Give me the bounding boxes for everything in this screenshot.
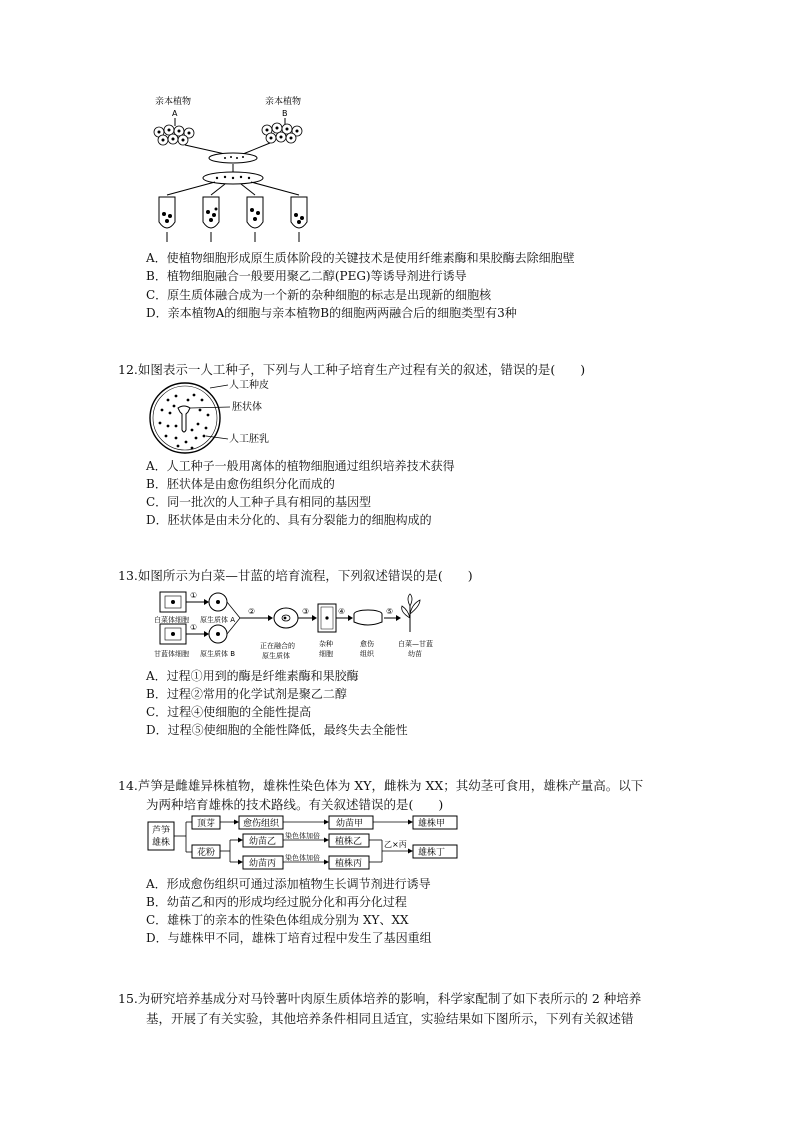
q13-option-c: C．过程④使细胞的全能性提高 (146, 705, 312, 719)
fusing-label: 正在融合的 (260, 642, 295, 650)
seedling-yi-label: 幼苗乙 (249, 837, 277, 847)
protoplast-fusion-diagram (145, 92, 345, 247)
cabbage-cell-label: 白菜体细胞 (154, 616, 189, 624)
label-artificial-endosperm: 人工胚乳 (229, 434, 269, 445)
q14-stem-line-1: 14.芦笋是雌雄异株植物，雄株性染色体为 XY，雌株为 XX；其幼茎可食用，雄株产量高。以下 (118, 778, 644, 793)
q13-option-d: D．过程⑤使细胞的全能性降低，最终失去全能性 (146, 723, 408, 737)
seedling-label: 白菜—甘蓝 (398, 640, 433, 648)
step-5: ⑤ (386, 607, 394, 616)
protoplast-a-label: 原生质体 A (200, 616, 236, 624)
parent-a-label: 亲本植物 (155, 97, 192, 107)
bud-label: 顶芽 (197, 819, 216, 829)
q11-figure (145, 92, 345, 247)
q11-option-d: D．亲本植物A的细胞与亲本植物B的细胞两两融合后的细胞类型有3种 (146, 306, 517, 320)
cross-label: 乙×丙 (384, 840, 407, 849)
q14-stem-line-2: 为两种培育雄株的技术路线。有关叙述错误的是( ) (146, 797, 444, 812)
q11-option-b: B．植物细胞融合一般要用聚乙二醇(PEG)等诱导剂进行诱导 (146, 269, 467, 283)
q14-option-d: D．与雄株甲不同，雄株丁培育过程中发生了基因重组 (146, 931, 432, 945)
parent-a-letter: A (172, 109, 178, 118)
step-1-bottom: ① (190, 623, 198, 632)
q13-figure (152, 588, 442, 666)
double-label-2: 染色体加倍 (285, 854, 320, 862)
fusing-label-2: 原生质体 (262, 652, 290, 660)
double-label-1: 染色体加倍 (285, 832, 320, 840)
q14-figure (146, 814, 466, 870)
q12-stem: 12.如图表示一人工种子，下列与人工种子培育生产过程有关的叙述，错误的是( ) (118, 362, 586, 377)
male-jia-label: 雄株甲 (418, 819, 446, 829)
label-embryoid: 胚状体 (232, 402, 262, 413)
plant-yi-label: 植株乙 (335, 837, 363, 847)
protoplast-b-label: 原生质体 B (200, 650, 236, 658)
male-ding-label: 雄株丁 (418, 848, 446, 858)
plant-bing-label: 植株丙 (335, 859, 363, 869)
artificial-seed-diagram (148, 378, 288, 458)
q15-stem-line-1: 15.为研究培养基成分对马铃薯叶肉原生质体培养的影响，科学家配制了如下表所示的 2 种培养 (118, 991, 642, 1006)
cabbage-kale-flow-diagram (152, 588, 442, 666)
q12-option-b: B．胚状体是由愈伤组织分化而成的 (146, 477, 335, 491)
hybrid-label: 杂种 (319, 640, 333, 648)
q15-stem-line-2: 基，开展了有关实验，其他培养条件相同且适宜，实验结果如下图所示，下列有关叙述错 (146, 1011, 634, 1026)
asparagus-breeding-flow (146, 814, 466, 870)
step-1-top: ① (190, 591, 198, 600)
q12-option-d: D．胚状体是由未分化的、具有分裂能力的细胞构成的 (146, 513, 432, 527)
hybrid-label-2: 细胞 (319, 650, 333, 658)
q12-option-c: C．同一批次的人工种子具有相同的基因型 (146, 495, 372, 509)
q14-option-b: B．幼苗乙和丙的形成均经过脱分化和再分化过程 (146, 895, 407, 909)
q13-option-b: B．过程②常用的化学试剂是聚乙二醇 (146, 687, 347, 701)
step-4: ④ (338, 607, 346, 616)
source-label-2: 雄株 (152, 838, 171, 848)
pollen-label: 花粉 (197, 848, 216, 858)
q14-option-c: C．雄株丁的亲本的性染色体组成分别为 XY、XX (146, 913, 409, 927)
step-2: ② (248, 607, 256, 616)
step-3: ③ (302, 607, 310, 616)
q11-option-c: C．原生质体融合成为一个新的杂种细胞的标志是出现新的细胞核 (146, 288, 492, 302)
callus-label: 愈伤组织 (243, 819, 280, 829)
seedling-label-2: 幼苗 (408, 650, 422, 658)
seedling-bing-label: 幼苗丙 (249, 859, 277, 869)
kale-cell-label: 甘蓝体细胞 (154, 650, 189, 658)
q11-option-a: A．使植物细胞形成原生质体阶段的关键技术是使用纤维素酶和果胶酶去除细胞壁 (146, 251, 575, 265)
q14-option-a: A．形成愈伤组织可通过添加植物生长调节剂进行诱导 (146, 877, 431, 891)
q13-stem: 13.如图所示为白菜—甘蓝的培育流程，下列叙述错误的是( ) (118, 568, 473, 583)
parent-b-label: 亲本植物 (265, 97, 302, 107)
label-artificial-seed-coat: 人工种皮 (229, 380, 269, 391)
source-label-1: 芦笋 (152, 826, 171, 836)
q12-option-a: A．人工种子一般用离体的植物细胞通过组织培养技术获得 (146, 459, 455, 473)
callus-label: 愈伤 (360, 640, 374, 648)
parent-b-letter: B (282, 109, 288, 118)
seedling-jia-label: 幼苗甲 (336, 819, 364, 829)
q12-figure (148, 378, 288, 458)
q13-option-a: A．过程①用到的酶是纤维素酶和果胶酶 (146, 669, 359, 683)
callus-label-2: 组织 (360, 650, 374, 658)
